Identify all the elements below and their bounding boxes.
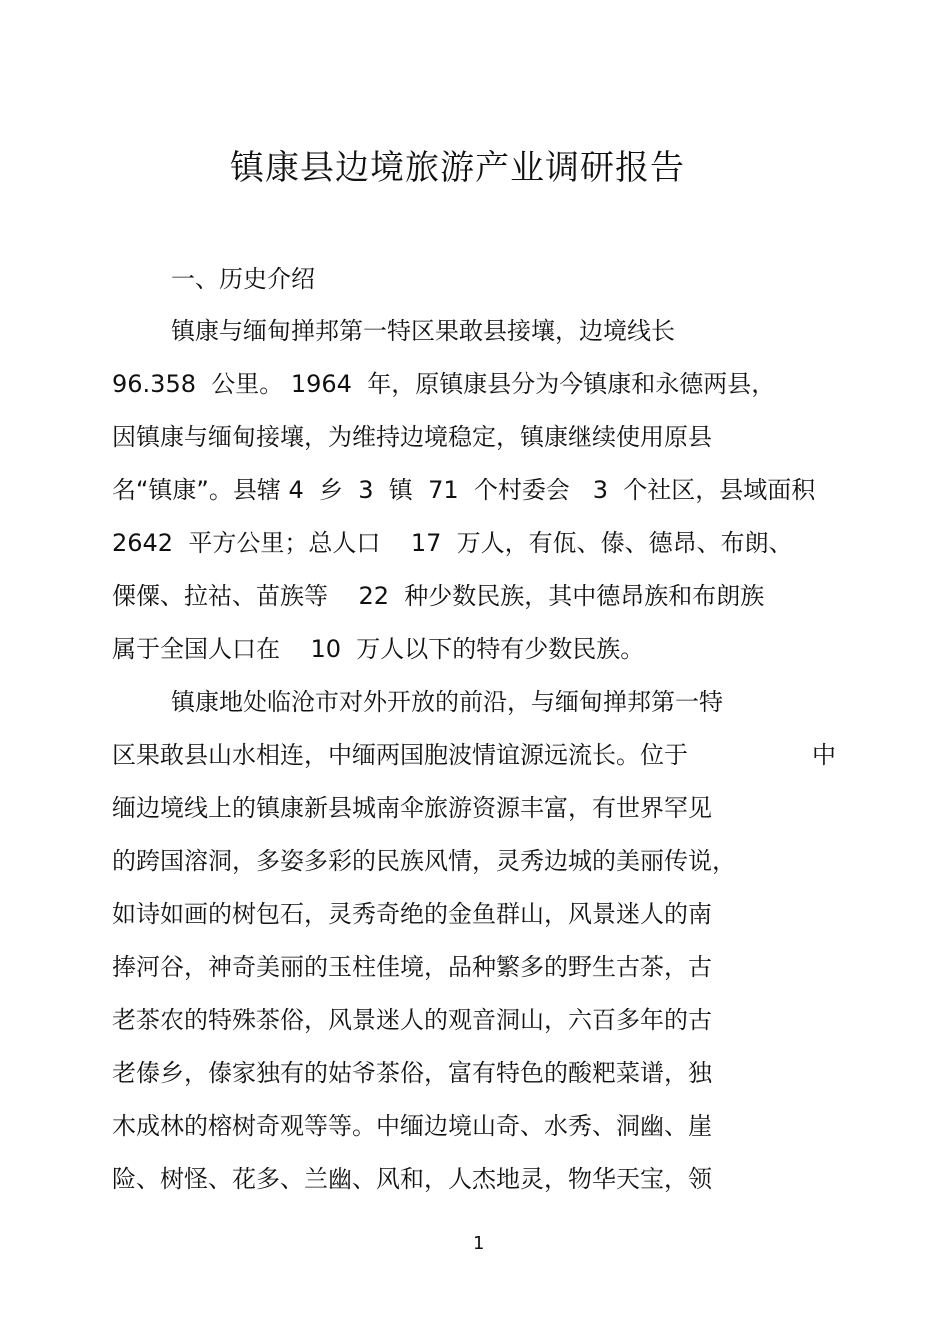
paragraph-line: 傈僳、拉祜、苗族等 22 种少数民族，其中德昂族和布朗族 [112, 582, 765, 610]
document-title: 镇康县边境旅游产业调研报告 [230, 148, 685, 188]
paragraph-line: 的跨国溶洞，多姿多彩的民族风情，灵秀边城的美丽传说， [112, 847, 736, 875]
paragraph-line: 缅边境线上的镇康新县城南伞旅游资源丰富，有世界罕见 [112, 794, 712, 822]
section-heading: 一、历史介绍 [171, 265, 315, 293]
paragraph-line: 老傣乡，傣家独有的姑爷茶俗，富有特色的酸粑菜谱，独 [112, 1059, 712, 1087]
paragraph-line: 镇康与缅甸掸邦第一特区果敢县接壤，边境线长 [171, 317, 675, 345]
paragraph-line: 96.358 公里。 1964 年，原镇康县分为今镇康和永德两县， [112, 370, 776, 398]
paragraph-line: 中 [812, 741, 836, 769]
paragraph-line: 名“镇康”。县辖 4 乡 3 镇 71 个村委会 3 个社区，县域面积 [112, 476, 816, 504]
paragraph-line: 因镇康与缅甸接壤，为维持边境稳定，镇康继续使用原县 [112, 423, 712, 451]
paragraph-line: 捧河谷，神奇美丽的玉柱佳境，品种繁多的野生古茶，古 [112, 953, 712, 981]
paragraph-line: 镇康地处临沧市对外开放的前沿，与缅甸掸邦第一特 [171, 688, 723, 716]
paragraph-line: 如诗如画的树包石，灵秀奇绝的金鱼群山，风景迷人的南 [112, 900, 712, 928]
paragraph-line: 区果敢县山水相连，中缅两国胞波情谊源远流长。位于 [112, 741, 688, 769]
paragraph-line: 属于全国人口在 10 万人以下的特有少数民族。 [112, 635, 645, 663]
paragraph-line: 老茶农的特殊茶俗，风景迷人的观音洞山，六百多年的古 [112, 1006, 712, 1034]
paragraph-line: 2642 平方公里；总人口 17 万人，有佤、傣、德昂、布朗、 [112, 529, 793, 557]
page-number: 1 [473, 1233, 485, 1254]
paragraph-line: 木成林的榕树奇观等等。中缅边境山奇、水秀、洞幽、崖 [112, 1112, 712, 1140]
paragraph-line: 险、树怪、花多、兰幽、风和，人杰地灵，物华天宝，领 [112, 1165, 712, 1193]
